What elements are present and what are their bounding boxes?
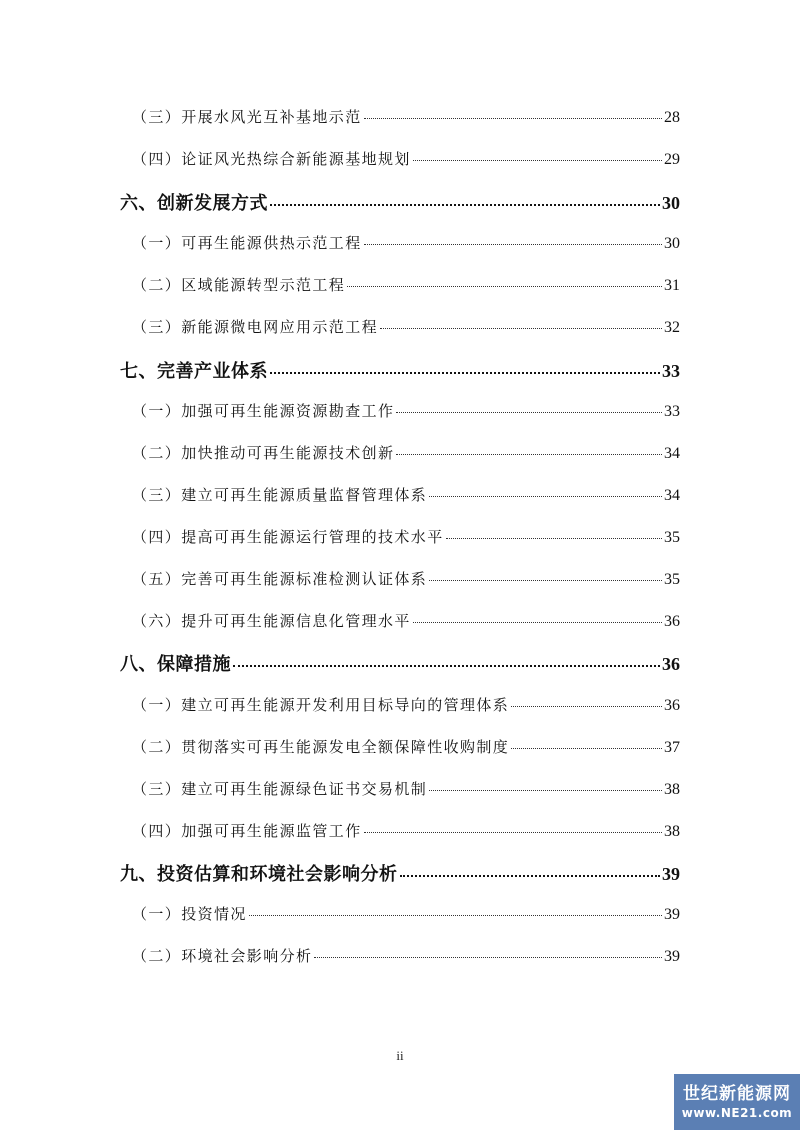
toc-entry[interactable]: [132, 400, 680, 430]
dot-leader: [400, 874, 661, 877]
toc-entry-title: 六、创新发展方式: [120, 193, 268, 214]
toc-entry-page: 38: [664, 781, 680, 798]
toc-entry-page: 32: [664, 319, 680, 336]
toc-entry-title: （四）加强可再生能源监管工作: [132, 822, 362, 840]
toc-entry[interactable]: [132, 903, 680, 933]
dot-leader: [364, 117, 662, 119]
dot-leader: [511, 747, 662, 749]
toc-entry[interactable]: [132, 316, 680, 346]
toc-entry-title: 七、完善产业体系: [120, 361, 268, 382]
toc-entry[interactable]: [132, 694, 680, 724]
toc-entry-title: （二）贯彻落实可再生能源发电全额保障性收购制度: [132, 738, 510, 756]
toc-entry-page: 36: [664, 613, 680, 630]
toc-entry[interactable]: [132, 778, 680, 808]
toc-entry-page: 36: [662, 654, 680, 674]
toc-entry-title: （五）完善可再生能源标准检测认证体系: [132, 570, 428, 588]
dot-leader: [413, 621, 662, 623]
toc-entry-title: （一）加强可再生能源资源勘查工作: [132, 402, 395, 420]
toc-entry-page: 34: [664, 445, 680, 462]
toc-entry-page: 31: [664, 277, 680, 294]
page-number: ii: [396, 1048, 404, 1063]
toc-chapter-entry[interactable]: [120, 357, 680, 387]
dot-leader: [511, 705, 662, 707]
toc-entry-page: 33: [664, 403, 680, 420]
toc-entry[interactable]: [132, 232, 680, 262]
toc-entry-title: （一）建立可再生能源开发利用目标导向的管理体系: [132, 696, 510, 714]
dot-leader: [396, 411, 662, 413]
toc-entry-title: （三）建立可再生能源绿色证书交易机制: [132, 780, 428, 798]
dot-leader: [446, 537, 662, 539]
dot-leader: [429, 495, 662, 497]
dot-leader: [233, 664, 660, 667]
toc-chapter-entry[interactable]: [120, 189, 680, 219]
toc-entry-page: 39: [664, 948, 680, 965]
toc-entry-title: 九、投资估算和环境社会影响分析: [120, 864, 398, 885]
toc-entry-title: （三）建立可再生能源质量监督管理体系: [132, 486, 428, 504]
toc-entry-page: 39: [662, 864, 680, 884]
watermark-title: 世纪新能源网: [683, 1084, 791, 1104]
toc-entry-title: 八、保障措施: [120, 654, 231, 675]
dot-leader: [249, 914, 662, 916]
toc-entry-page: 37: [664, 739, 680, 756]
toc-entry[interactable]: [132, 274, 680, 304]
toc-entry-title: （四）提高可再生能源运行管理的技术水平: [132, 528, 444, 546]
toc-entry[interactable]: [132, 945, 680, 975]
toc-entry-title: （四）论证风光热综合新能源基地规划: [132, 150, 411, 168]
dot-leader: [364, 243, 662, 245]
toc-entry-title: （一）投资情况: [132, 905, 247, 923]
toc-entry[interactable]: [132, 148, 680, 178]
toc-chapter-entry[interactable]: [120, 860, 680, 890]
dot-leader: [429, 579, 662, 581]
toc-entry[interactable]: [132, 484, 680, 514]
toc-entry-title: （三）新能源微电网应用示范工程: [132, 318, 379, 336]
toc-entry-page: 30: [664, 235, 680, 252]
dot-leader: [429, 789, 662, 791]
toc-entry[interactable]: [132, 442, 680, 472]
dot-leader: [347, 285, 662, 287]
site-watermark: [674, 1074, 800, 1130]
toc-entry-title: （六）提升可再生能源信息化管理水平: [132, 612, 411, 630]
toc-entry-page: 35: [664, 571, 680, 588]
toc-entry-page: 38: [664, 823, 680, 840]
toc-entry[interactable]: [132, 736, 680, 766]
toc-entry-page: 35: [664, 529, 680, 546]
toc-entry-page: 30: [662, 193, 680, 213]
toc-entry-page: 33: [662, 361, 680, 381]
toc-entry[interactable]: [132, 106, 680, 136]
dot-leader: [270, 371, 660, 374]
toc-entry-page: 28: [664, 109, 680, 126]
toc-entry-title: （二）加快推动可再生能源技术创新: [132, 444, 395, 462]
toc-entry-title: （二）区域能源转型示范工程: [132, 276, 346, 294]
toc-entry-page: 36: [664, 697, 680, 714]
dot-leader: [314, 956, 662, 958]
watermark-url: www.NE21.com: [681, 1106, 793, 1120]
dot-leader: [364, 831, 662, 833]
dot-leader: [413, 159, 662, 161]
toc-entry-title: （三）开展水风光互补基地示范: [132, 108, 362, 126]
toc-entry[interactable]: [132, 526, 680, 556]
toc-entry-page: 34: [664, 487, 680, 504]
toc-entry-title: （一）可再生能源供热示范工程: [132, 234, 362, 252]
toc-entry-page: 29: [664, 151, 680, 168]
dot-leader: [270, 203, 660, 206]
toc-entry-title: （二）环境社会影响分析: [132, 947, 313, 965]
toc-entry[interactable]: [132, 820, 680, 850]
dot-leader: [396, 453, 662, 455]
dot-leader: [380, 327, 662, 329]
toc-entry[interactable]: [132, 568, 680, 598]
toc-chapter-entry[interactable]: [120, 650, 680, 680]
toc-entry-page: 39: [664, 906, 680, 923]
toc-entry[interactable]: [132, 610, 680, 640]
